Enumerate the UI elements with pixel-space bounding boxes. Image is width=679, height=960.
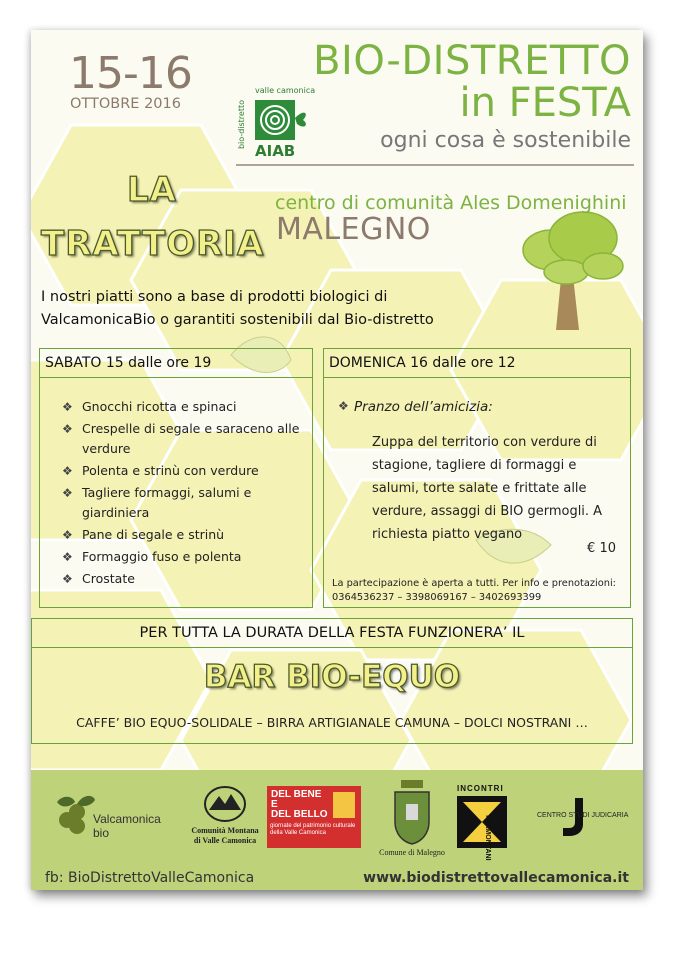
del-bene-line3: DEL BELLO bbox=[271, 809, 328, 820]
centro-studi-label: CENTRO STUDI JUDICARIA bbox=[537, 812, 629, 819]
title-bio-distretto: BIO-DISTRETTO bbox=[313, 38, 631, 84]
del-bene-line2: E bbox=[271, 799, 278, 810]
comunita-montana-logo bbox=[187, 784, 263, 854]
diamond-bullet-icon: ❖ bbox=[62, 486, 73, 500]
bar-title: BAR BIO-EQUO bbox=[203, 659, 461, 695]
website-link[interactable]: www.biodistrettovallecamonica.it bbox=[363, 870, 629, 886]
del-bene-del-bello-logo bbox=[267, 786, 361, 848]
sunday-menu-box bbox=[323, 348, 631, 608]
saturday-heading: SABATO 15 dalle ore 19 bbox=[45, 355, 212, 371]
del-bene-subtitle: giornate del patrimonio culturale della Valle Camonica bbox=[270, 823, 356, 836]
sunday-price: € 10 bbox=[587, 541, 616, 556]
del-bene-line1: DEL BENE bbox=[271, 789, 322, 800]
bar-box bbox=[31, 618, 633, 744]
spiral-icon bbox=[253, 98, 311, 142]
menu-item: ❖ Crostate bbox=[62, 569, 307, 589]
facebook-link[interactable]: fb: BioDistrettoValleCamonica bbox=[45, 870, 255, 886]
diamond-bullet-icon: ❖ bbox=[338, 399, 349, 413]
menu-item: ❖ Polenta e strinù con verdure bbox=[62, 461, 307, 481]
hourglass-icon bbox=[457, 796, 507, 848]
sunday-menu-item: ❖ Pranzo dell’amicizia: bbox=[338, 399, 493, 415]
booking-info: La partecipazione è aperta a tutti. Per info e prenotazioni: 0364536237 – 3398069167 – 3402693399 bbox=[332, 578, 616, 603]
poster bbox=[31, 30, 643, 890]
incontri-tramontani-logo bbox=[457, 784, 523, 861]
centro-studi-logo bbox=[537, 796, 635, 846]
figure-icon bbox=[333, 792, 355, 818]
tramontani-label: TRAMONTANI bbox=[484, 814, 491, 861]
venue-town: MALEGNO bbox=[276, 212, 431, 247]
valcamonica-bio-logo bbox=[47, 790, 177, 850]
footer-sponsors bbox=[31, 770, 643, 890]
valcamonica-bio-line1: Valcamonica bbox=[93, 812, 161, 826]
menu-item: ❖ Tagliere formaggi, salumi e giardiniera bbox=[62, 485, 252, 520]
incontri-label: INCONTRI bbox=[457, 784, 504, 793]
sunday-heading: DOMENICA 16 dalle ore 12 bbox=[329, 355, 516, 371]
logo-name: AIAB bbox=[255, 142, 296, 160]
diamond-bullet-icon: ❖ bbox=[62, 528, 73, 542]
slogan: ogni cosa è sostenibile bbox=[380, 128, 631, 153]
comune-label: Comune di Malegno bbox=[379, 848, 445, 857]
bar-subtitle: CAFFE’ BIO EQUO-SOLIDALE – BIRRA ARTIGIANALE CAMUNA – DOLCI NOSTRANI … bbox=[76, 715, 588, 730]
comunita-montana-line1: Comunità Montana bbox=[191, 826, 259, 835]
event-month: OTTOBRE 2016 bbox=[70, 96, 181, 112]
coat-of-arms-icon bbox=[391, 778, 433, 846]
diamond-bullet-icon: ❖ bbox=[62, 572, 73, 586]
aiab-logo bbox=[237, 86, 343, 170]
title-in-festa: in FESTA bbox=[459, 80, 631, 126]
comunita-montana-line2: di Valle Camonica bbox=[193, 836, 257, 845]
logo-vertical-text: bio-distretto bbox=[237, 99, 247, 150]
sunday-description: Zuppa del territorio con verdure di stagione, tagliere di formaggi e salumi, torte salate e frittate alle verdure, assaggi di BIO germogli. A richiesta piatto vegano bbox=[372, 435, 603, 542]
intro-text: I nostri piatti sono a base di prodotti biologici di ValcamonicaBio o garantiti sostenibili dal Bio-distretto bbox=[41, 289, 434, 328]
menu-item: ❖ Crespelle di segale e saraceno alle verdure bbox=[62, 421, 300, 456]
diamond-bullet-icon: ❖ bbox=[62, 550, 73, 564]
diamond-bullet-icon: ❖ bbox=[62, 400, 73, 414]
bar-heading: PER TUTTA LA DURATA DELLA FESTA FUNZIONERA’ IL bbox=[139, 625, 525, 641]
trattoria-title: TRATTORIA bbox=[41, 224, 265, 264]
grape-leaf-icon bbox=[47, 790, 97, 840]
venue-name: centro di comunità Ales Domenighini bbox=[275, 192, 627, 214]
menu-item: ❖ Gnocchi ricotta e spinaci bbox=[62, 397, 307, 417]
trattoria-la: LA bbox=[127, 170, 177, 210]
sunday-divider bbox=[324, 377, 630, 378]
event-days: 15-16 bbox=[69, 48, 192, 99]
diamond-bullet-icon: ❖ bbox=[62, 464, 73, 478]
bar-divider bbox=[32, 647, 632, 648]
logo-region-text: valle camonica bbox=[255, 86, 316, 95]
diamond-bullet-icon: ❖ bbox=[62, 422, 73, 436]
valcamonica-bio-line2: bio bbox=[93, 826, 110, 840]
saturday-divider bbox=[40, 377, 312, 378]
saturday-menu-box bbox=[39, 348, 313, 608]
menu-item: ❖ Formaggio fuso e polenta bbox=[62, 547, 307, 567]
menu-item: ❖ Pane di segale e strinù bbox=[62, 525, 307, 545]
saturday-menu-list bbox=[62, 397, 307, 591]
emblem-icon bbox=[203, 784, 247, 824]
comune-malegno-logo bbox=[377, 778, 447, 864]
